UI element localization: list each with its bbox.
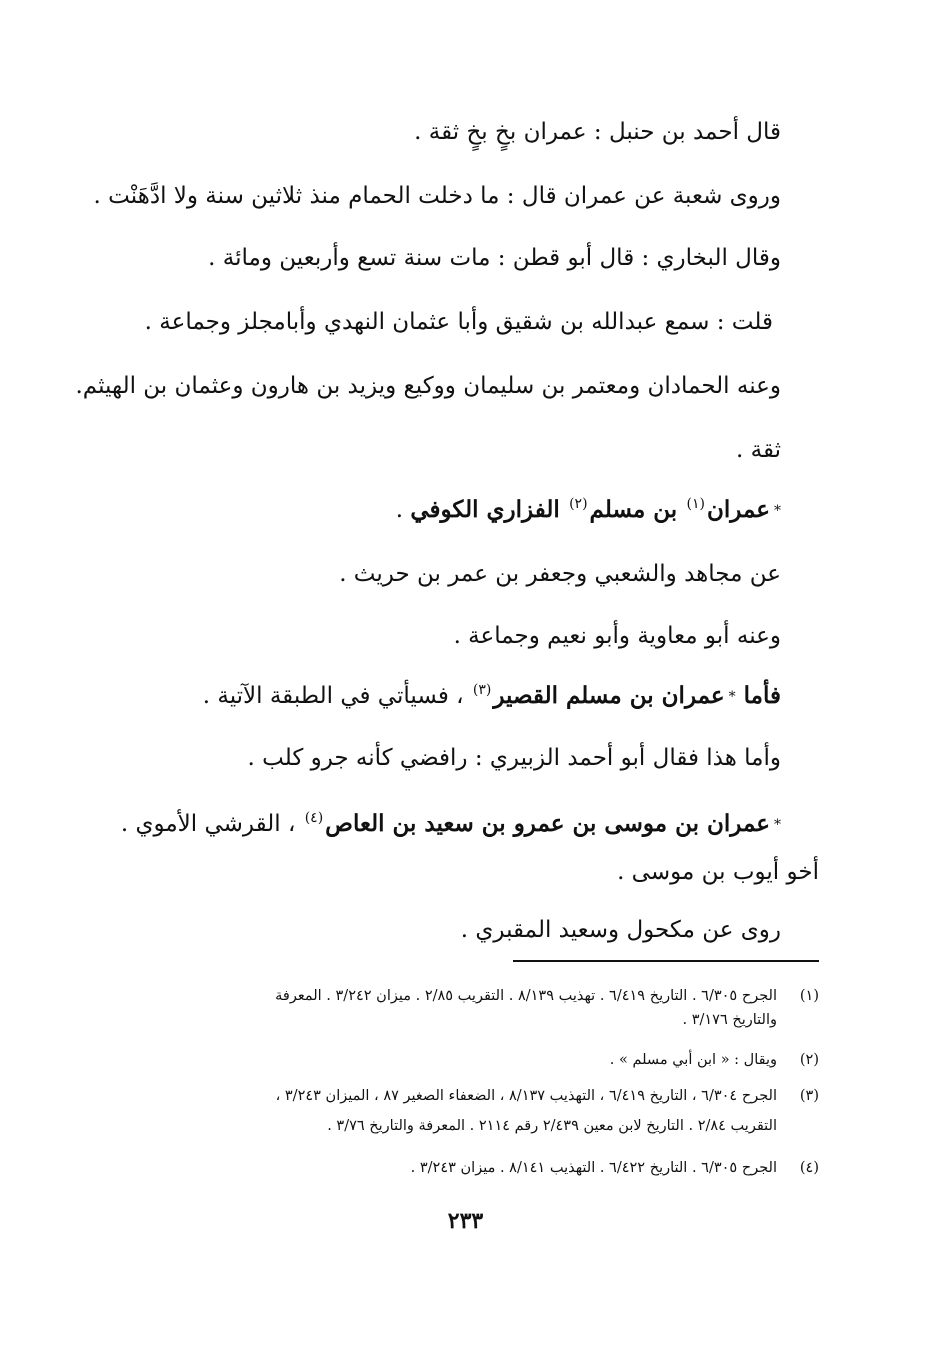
footnote	[110, 1156, 819, 1180]
text-line: وقال البخاري : قال أبو قطن : مات سنة تسع وأربعين ومائة .	[208, 245, 781, 271]
text-line: عن مجاهد والشعبي وجعفر بن عمر بن حريث .	[339, 561, 781, 587]
text-line: وعنه أبو معاوية وأبو نعيم وجماعة .	[453, 623, 781, 649]
entry-name: عمران	[707, 496, 770, 523]
footnote-line: الجرح ٦/٣٠٥ . التاريخ ٦/٤١٩ . تهذيب ٨/١٣٩ . التقريب ٢/٨٥ . ميزان ٣/٢٤٢ . المعرفة	[275, 988, 777, 1004]
entry-star-icon: *	[774, 503, 781, 519]
footnote	[110, 1084, 819, 1138]
footnote-line: التقريب ٢/٨٤ . التاريخ لابن معين ٢/٤٣٩ رقم ٢١١٤ . المعرفة والتاريخ ٣/٧٦ .	[327, 1118, 777, 1134]
entry-end: .	[395, 497, 411, 523]
footnote-line: الجرح ٦/٣٠٥ . التاريخ ٦/٤٢٢ . التهذيب ٨/١٤١ . ميزان ٣/٢٤٣ .	[410, 1160, 777, 1176]
text-line: ثقة .	[736, 437, 781, 463]
entry-star-icon: *	[728, 689, 736, 705]
entry-name: الفزاري الكوفي	[410, 496, 560, 523]
footnote-ref: (٣)	[472, 682, 492, 699]
entry-heading	[120, 808, 781, 841]
footnote-number: (٣)	[799, 1088, 819, 1104]
text-line: وأما هذا فقال أبو أحمد الزبيري : رافضي كأنه جرو كلب .	[247, 745, 781, 771]
entry-rest: ، فسيأتي في الطبقة الآتية .	[202, 683, 471, 709]
page-number: ٢٣٣	[447, 1208, 484, 1234]
entry-heading	[203, 680, 781, 713]
text-line: وروى شعبة عن عمران قال : ما دخلت الحمام منذ ثلاثين سنة ولا ادَّهَنْت .	[93, 183, 781, 209]
entry-name: بن مسلم	[589, 496, 678, 523]
entry-prefix: فأما	[735, 682, 781, 709]
footnote-ref: (١)	[686, 496, 705, 513]
text-line: أخو أيوب بن موسى .	[617, 859, 819, 885]
entry-name: عمران بن مسلم القصير	[493, 682, 725, 709]
footnote-number: (٢)	[799, 1052, 819, 1068]
text-line: وعنه الحمادان ومعتمر بن سليمان ووكيع ويزيد بن هارون وعثمان بن الهيثم.	[75, 373, 781, 399]
entry-name: عمران بن موسى بن عمرو بن سعيد بن العاص	[325, 810, 770, 837]
footnote-line: الجرح ٦/٣٠٤ ، التاريخ ٦/٤١٩ ، التهذيب ٨/١٣٧ ، الضعفاء الصغير ٨٧ ، الميزان ٣/٢٤٣ ،	[275, 1088, 777, 1104]
footnote-line: والتاريخ ٣/١٧٦ .	[682, 1012, 777, 1028]
footnote-ref: (٢)	[569, 496, 588, 513]
entry-star-icon: *	[774, 817, 781, 833]
entry-rest: ، القرشي الأموي .	[120, 811, 303, 837]
footnote-ref: (٤)	[304, 810, 324, 827]
footnote-number: (١)	[799, 988, 819, 1004]
text-line: قلت : سمع عبدالله بن شقيق وأبا عثمان النهدي وأبامجلز وجماعة .	[144, 309, 773, 335]
footnote	[110, 1048, 819, 1072]
entry-heading	[396, 494, 781, 527]
footnote-line: ويقال : « ابن أبي مسلم » .	[609, 1052, 777, 1068]
footnote	[110, 984, 819, 1032]
text-line: روى عن مكحول وسعيد المقبري .	[460, 917, 781, 943]
footnote-separator	[513, 960, 819, 962]
footnote-number: (٤)	[799, 1160, 819, 1176]
text-line: قال أحمد بن حنبل : عمران بخٍ بخٍ ثقة .	[414, 119, 781, 145]
